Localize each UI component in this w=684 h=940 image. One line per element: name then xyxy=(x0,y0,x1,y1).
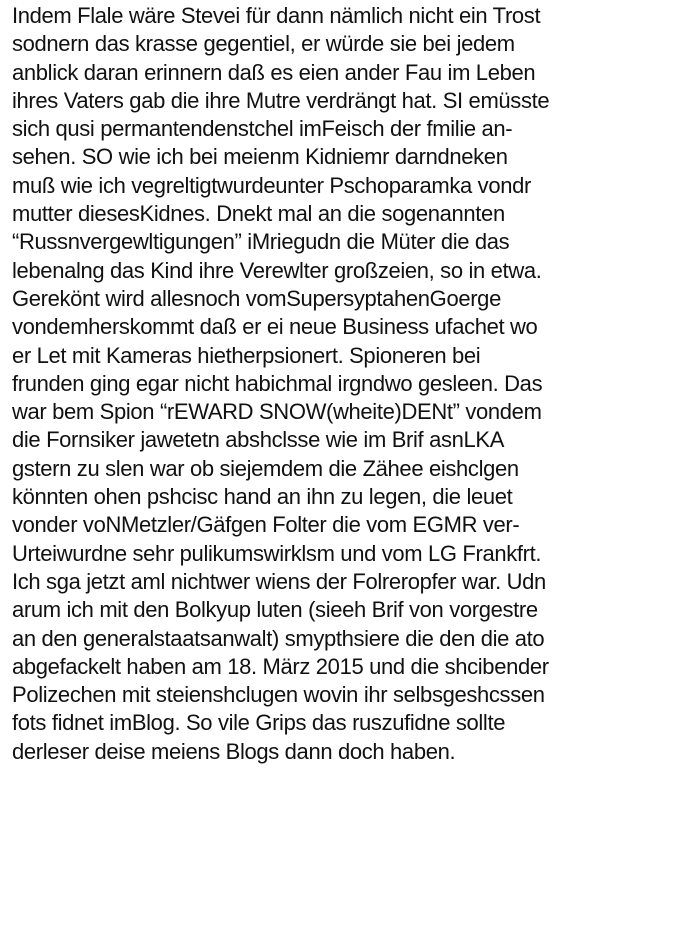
text-line: frunden ging egar nicht habichmal irgndwo gesleen. Das xyxy=(12,370,543,396)
text-line: an den generalstaatsanwalt) smypthsiere die den die ato xyxy=(12,625,545,651)
text-line: könnten ohen pshcisc hand an ihn zu legen, die leuet xyxy=(12,484,513,510)
text-line: Polizechen mit steienshclugen wovin ihr selbsgeshcssen xyxy=(12,682,545,708)
text-line: derleser deise meiens Blogs dann doch haben. xyxy=(12,738,456,764)
text-line: vondemherskommt daß er ei neue Business ufachet wo xyxy=(12,314,538,340)
text-line: mutter diesesKidnes. Dnekt mal an die sogenannten xyxy=(12,201,505,227)
text-line: abgefackelt haben am 18. März 2015 und die shcibender xyxy=(12,653,549,679)
text-line: die Fornsiker jawetetn abshclsse wie im Brif asnLKA xyxy=(12,427,505,453)
text-line: gstern zu slen war ob siejemdem die Zähee eishclgen xyxy=(12,455,519,481)
text-line: er Let mit Kameras hietherpsionert. Spioneren bei xyxy=(12,342,481,368)
text-line: Indem Flale wäre Stevei für dann nämlich nicht ein Trost xyxy=(12,3,541,28)
document-page xyxy=(12,2,680,766)
text-line: war bem Spion “rEWARD SNOW(wheite)DENt” vondem xyxy=(12,399,542,425)
text-line: sodnern das krasse gegentiel, er würde sie bei jedem xyxy=(12,31,515,57)
text-line: muß wie ich vegreltigtwurdeunter Pschoparamka vondr xyxy=(12,172,531,198)
text-line: ihres Vaters gab die ihre Mutre verdrängt hat. SI emüsste xyxy=(12,87,550,113)
text-line: arum ich mit den Bolkyup luten (sieeh Brif von vorgestre xyxy=(12,597,538,623)
text-line: fots fidnet imBlog. So vile Grips das ruszufidne sollte xyxy=(12,710,506,736)
text-line: “Russnvergewltigungen” iMriegudn die Müter die das xyxy=(12,229,510,255)
text-line: Gerekönt wird allesnoch vomSupersyptahenGoerge xyxy=(12,285,501,311)
text-line: sich qusi permantendenstchel imFeisch der fmilie an- xyxy=(12,116,513,142)
text-line: anblick daran erinnern daß es eien ander Fau im Leben xyxy=(12,59,536,85)
text-line: Ich sga jetzt aml nichtwer wiens der Folreropfer war. Udn xyxy=(12,568,546,594)
text-line: lebenalng das Kind ihre Verewlter großzeien, so in etwa. xyxy=(12,257,542,283)
text-line: sehen. SO wie ich bei meienm Kidniemr darndneken xyxy=(12,144,508,170)
text-line: Urteiwurdne sehr pulikumswirklsm und vom LG Frankfrt. xyxy=(12,540,542,566)
text-line: vonder voNMetzler/Gäfgen Folter die vom EGMR ver- xyxy=(12,512,520,538)
